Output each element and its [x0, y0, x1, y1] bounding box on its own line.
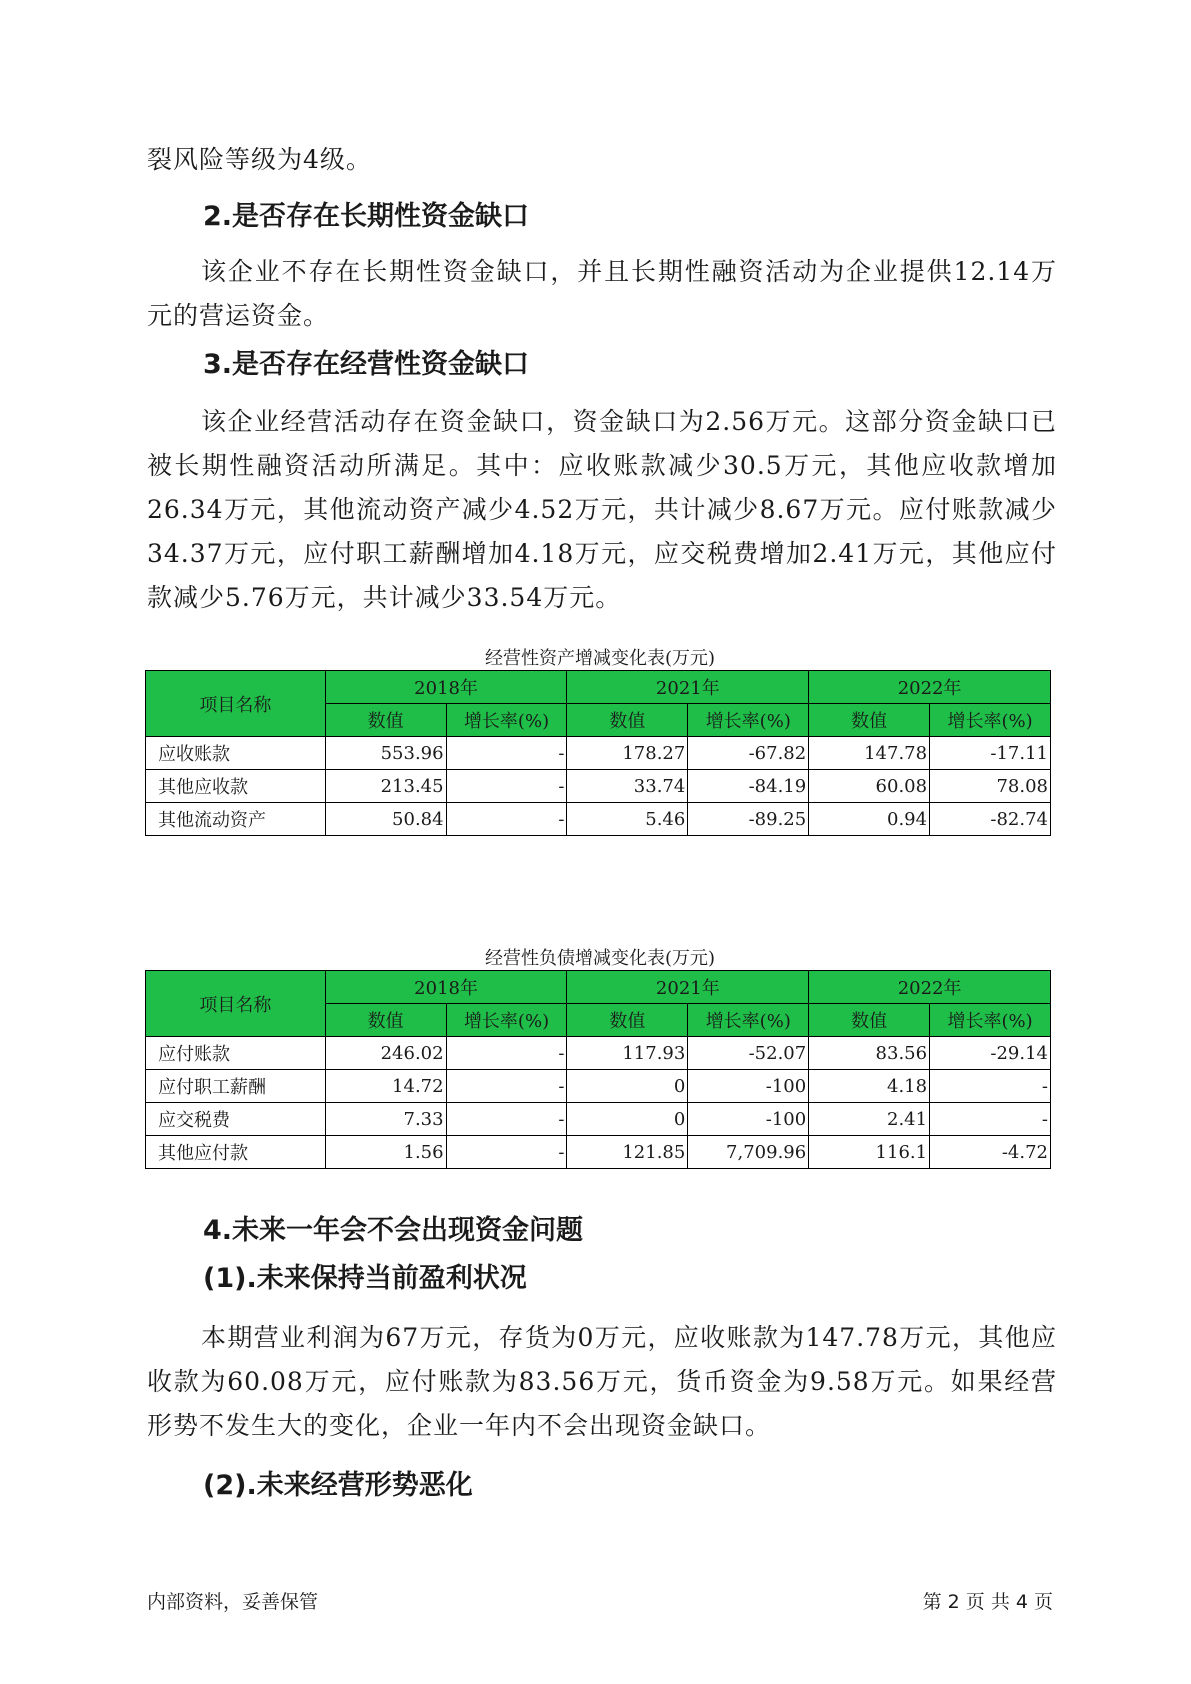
cell-rate: -	[446, 1103, 567, 1136]
header-year-2022: 2022年	[809, 971, 1051, 1004]
cell-rate: -	[446, 770, 567, 803]
table-row	[146, 1136, 1051, 1169]
header-growth-rate: 增长率(%)	[930, 704, 1051, 737]
paragraph-current-profit: 本期营业利润为67万元，存货为0万元，应收账款为147.78万元，其他应收款为60.08万元，应付账款为83.56万元，货币资金为9.58万元。如果经营形势不发生大的变化，企业一年内不会出现资金缺口。	[147, 1323, 1057, 1440]
header-year-2021: 2021年	[567, 671, 809, 704]
header-year-2018: 2018年	[325, 971, 567, 1004]
cell-value: 117.93	[567, 1037, 688, 1070]
header-growth-rate: 增长率(%)	[688, 1004, 809, 1037]
cell-value: 0	[567, 1070, 688, 1103]
row-name: 应交税费	[146, 1103, 326, 1136]
row-name: 应付职工薪酬	[146, 1070, 326, 1103]
paragraph-operating-gap: 该企业经营活动存在资金缺口，资金缺口为2.56万元。这部分资金缺口已被长期性融资活动所满足。其中：应收账款减少30.5万元，其他应收款增加26.34万元，其他流动资产减少4.52万元，共计减少8.67万元。应付账款减少34.37万元，应付职工薪酬增加4.18万元，应交税费增加2.41万元，其他应付款减少5.76万元，共计减少33.54万元。	[147, 407, 1057, 612]
cell-rate: -	[446, 737, 567, 770]
cell-value: 147.78	[809, 737, 930, 770]
cell-rate: -4.72	[930, 1136, 1051, 1169]
cell-value: 116.1	[809, 1136, 930, 1169]
header-value: 数值	[325, 704, 446, 737]
footer-page-number: 第 2 页 共 4 页	[922, 1591, 1053, 1613]
table-caption-assets: 经营性资产增减变化表(万元)	[484, 648, 716, 669]
cell-value: 1.56	[325, 1136, 446, 1169]
cell-rate: -	[930, 1103, 1051, 1136]
cell-value: 0	[567, 1103, 688, 1136]
table-row	[146, 770, 1051, 803]
row-name: 应收账款	[146, 737, 326, 770]
table-row	[146, 1103, 1051, 1136]
cell-value: 5.46	[567, 803, 688, 836]
operating-liabilities-table	[145, 970, 1051, 1169]
subsection-heading-4-2: (2).未来经营形势恶化	[203, 1470, 473, 1501]
cell-value: 121.85	[567, 1136, 688, 1169]
cell-rate: -	[446, 803, 567, 836]
header-growth-rate: 增长率(%)	[688, 704, 809, 737]
section-heading-2: 2.是否存在长期性资金缺口	[203, 201, 530, 232]
row-name: 其他应付款	[146, 1136, 326, 1169]
paragraph-long-term-gap: 该企业不存在长期性资金缺口，并且长期性融资活动为企业提供12.14万元的营运资金。	[147, 257, 1057, 330]
table-row	[146, 737, 1051, 770]
header-value: 数值	[567, 704, 688, 737]
footer-confidential-note: 内部资料，妥善保管	[147, 1591, 319, 1613]
section-heading-4: 4.未来一年会不会出现资金问题	[203, 1215, 584, 1246]
table-caption-liabilities: 经营性负债增减变化表(万元)	[484, 948, 716, 969]
header-item-name: 项目名称	[146, 671, 326, 737]
subsection-heading-4-1: (1).未来保持当前盈利状况	[203, 1263, 527, 1294]
cell-rate: -100	[688, 1103, 809, 1136]
table-row	[146, 1070, 1051, 1103]
cell-rate: -67.82	[688, 737, 809, 770]
cell-rate: -	[446, 1070, 567, 1103]
cell-rate: -100	[688, 1070, 809, 1103]
row-name: 其他流动资产	[146, 803, 326, 836]
cell-value: 553.96	[325, 737, 446, 770]
cell-value: 7.33	[325, 1103, 446, 1136]
cell-rate: 7,709.96	[688, 1136, 809, 1169]
operating-assets-table	[145, 670, 1051, 836]
header-growth-rate: 增长率(%)	[930, 1004, 1051, 1037]
cell-value: 178.27	[567, 737, 688, 770]
header-value: 数值	[567, 1004, 688, 1037]
cell-rate: -82.74	[930, 803, 1051, 836]
table-row	[146, 803, 1051, 836]
row-name: 应付账款	[146, 1037, 326, 1070]
table-row	[146, 1037, 1051, 1070]
cell-value: 2.41	[809, 1103, 930, 1136]
cell-rate: -84.19	[688, 770, 809, 803]
cell-value: 60.08	[809, 770, 930, 803]
header-year-2022: 2022年	[809, 671, 1051, 704]
cell-value: 33.74	[567, 770, 688, 803]
header-value: 数值	[809, 704, 930, 737]
header-value: 数值	[809, 1004, 930, 1037]
header-growth-rate: 增长率(%)	[446, 704, 567, 737]
cell-rate: -29.14	[930, 1037, 1051, 1070]
cell-value: 50.84	[325, 803, 446, 836]
cell-rate: -52.07	[688, 1037, 809, 1070]
header-growth-rate: 增长率(%)	[446, 1004, 567, 1037]
cell-value: 246.02	[325, 1037, 446, 1070]
header-item-name: 项目名称	[146, 971, 326, 1037]
cell-rate: -17.11	[930, 737, 1051, 770]
paragraph-continuation: 裂风险等级为4级。	[147, 145, 372, 174]
row-name: 其他应收款	[146, 770, 326, 803]
section-heading-3: 3.是否存在经营性资金缺口	[203, 349, 530, 380]
cell-rate: -	[446, 1037, 567, 1070]
cell-rate: -	[930, 1070, 1051, 1103]
cell-rate: -89.25	[688, 803, 809, 836]
header-value: 数值	[325, 1004, 446, 1037]
cell-value: 14.72	[325, 1070, 446, 1103]
cell-value: 4.18	[809, 1070, 930, 1103]
cell-value: 213.45	[325, 770, 446, 803]
header-year-2021: 2021年	[567, 971, 809, 1004]
header-year-2018: 2018年	[325, 671, 567, 704]
cell-rate: -	[446, 1136, 567, 1169]
cell-value: 0.94	[809, 803, 930, 836]
cell-value: 83.56	[809, 1037, 930, 1070]
cell-rate: 78.08	[930, 770, 1051, 803]
